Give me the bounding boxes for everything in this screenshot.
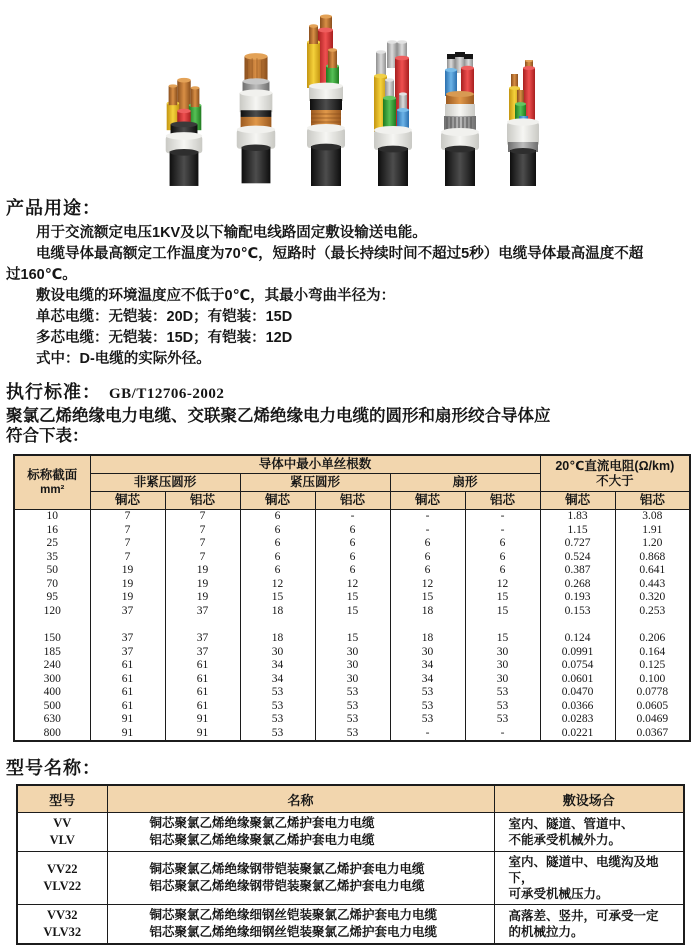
table-intro-line1: 聚氯乙烯绝缘电力电缆、交联聚乙烯绝缘电力电缆的圆形和扇形绞合导体应	[6, 407, 551, 425]
value-cell: 53	[315, 686, 390, 700]
cable-image-single-core	[231, 46, 281, 186]
value-cell: 61	[165, 700, 240, 714]
conductor-table-row	[14, 564, 690, 578]
value-cell: 70	[14, 578, 90, 592]
value-cell: 1.20	[615, 537, 690, 551]
model-name-cell-line: 铝芯聚氯乙烯绝缘聚氯乙烯护套电力电缆	[149, 833, 375, 847]
value-cell: 6	[240, 510, 315, 524]
conductor-table-row	[14, 591, 690, 605]
value-cell: 91	[165, 713, 240, 727]
header-noncompacted-round: 非紧压圆形	[90, 474, 240, 492]
resistance-line1: 20℃直流电阻(Ω/km)	[555, 458, 675, 473]
value-cell: 61	[90, 700, 165, 714]
value-cell: 0.387	[540, 564, 615, 578]
value-cell: 30	[465, 646, 540, 660]
model-code-cell-line: VLV32	[43, 925, 82, 939]
model-table	[16, 784, 685, 945]
spacer-cell	[240, 618, 315, 632]
value-cell: 6	[315, 524, 390, 538]
value-cell: 15	[240, 591, 315, 605]
spacer-cell	[315, 618, 390, 632]
model-header-type: 型号	[17, 785, 107, 813]
model-name-cell-line: 铜芯聚氯乙烯绝缘聚氯乙烯护套电力电缆	[149, 816, 375, 830]
laying-location-cell-line: 可承受机械压力。	[508, 887, 609, 901]
header-nominal-section	[14, 455, 90, 510]
value-cell: 10	[14, 510, 90, 524]
value-cell: 0.100	[615, 673, 690, 687]
value-cell: 37	[165, 632, 240, 646]
model-name-cell	[107, 813, 494, 852]
conductor-table-row	[14, 510, 690, 524]
value-cell: 6	[390, 564, 465, 578]
value-cell: 53	[240, 686, 315, 700]
value-cell: -	[390, 524, 465, 538]
value-cell: 53	[465, 686, 540, 700]
value-cell: 34	[390, 659, 465, 673]
nominal-unit: mm²	[40, 483, 65, 496]
value-cell: 6	[240, 537, 315, 551]
value-cell: 6	[240, 551, 315, 565]
value-cell: 0.164	[615, 646, 690, 660]
value-cell: 53	[240, 713, 315, 727]
standard-title: 执行标准：	[6, 382, 101, 402]
model-name-cell	[107, 852, 494, 905]
value-cell: 61	[90, 686, 165, 700]
header-copper-core: 铜芯	[90, 492, 165, 510]
cable-image-four-core-copper	[159, 59, 209, 186]
value-cell: 0.524	[540, 551, 615, 565]
value-cell: 0.0601	[540, 673, 615, 687]
value-cell: 6	[315, 551, 390, 565]
value-cell: 7	[90, 537, 165, 551]
value-cell: 7	[165, 510, 240, 524]
conductor-table-row	[14, 632, 690, 646]
value-cell: 30	[315, 673, 390, 687]
laying-location-cell	[494, 905, 684, 945]
value-cell: 15	[315, 591, 390, 605]
model-name-cell	[107, 905, 494, 945]
model-name-cell-line: 铝芯聚氯乙烯绝缘细钢丝铠装聚氯乙烯护套电力电缆	[149, 925, 438, 939]
value-cell: 95	[14, 591, 90, 605]
value-cell: 0.0366	[540, 700, 615, 714]
value-cell: 0.0991	[540, 646, 615, 660]
value-cell: 0.0367	[615, 727, 690, 742]
value-cell: 53	[390, 686, 465, 700]
model-code-cell-line: VLV22	[43, 879, 82, 893]
value-cell: 19	[90, 564, 165, 578]
value-cell: 30	[465, 659, 540, 673]
value-cell: 16	[14, 524, 90, 538]
value-cell: 0.193	[540, 591, 615, 605]
value-cell: 0.0470	[540, 686, 615, 700]
value-cell: 53	[240, 700, 315, 714]
conductor-table-row	[14, 713, 690, 727]
value-cell: 53	[465, 700, 540, 714]
model-table-group-row	[17, 852, 684, 905]
value-cell: -	[315, 510, 390, 524]
value-cell: 6	[315, 564, 390, 578]
laying-location-cell	[494, 813, 684, 852]
value-cell: -	[390, 510, 465, 524]
value-cell: 500	[14, 700, 90, 714]
value-cell: 7	[165, 551, 240, 565]
value-cell: 19	[90, 591, 165, 605]
model-code-cell-line: VV32	[46, 908, 78, 922]
laying-location-cell-line: 的机械拉力。	[508, 925, 584, 939]
value-cell: 12	[465, 578, 540, 592]
usage-line: 式中：D-电缆的实际外径。	[36, 351, 211, 367]
value-cell: 6	[315, 537, 390, 551]
standard-line	[6, 378, 700, 404]
usage-line: 单芯电缆：无铠装：20D；有铠装：15D	[36, 309, 293, 325]
value-cell: 12	[315, 578, 390, 592]
value-cell: 0.727	[540, 537, 615, 551]
value-cell: 630	[14, 713, 90, 727]
value-cell: 7	[90, 551, 165, 565]
value-cell: 0.253	[615, 605, 690, 619]
usage-line: 过160℃。	[6, 267, 77, 283]
value-cell: 3.08	[615, 510, 690, 524]
laying-location-cell	[494, 852, 684, 905]
value-cell: 300	[14, 673, 90, 687]
usage-line: 电缆导体最高额定工作温度为70℃，短路时（最长持续时间不超过5秒）电缆导体最高温度不超	[36, 246, 644, 262]
value-cell: 0.0605	[615, 700, 690, 714]
value-cell: 0.0469	[615, 713, 690, 727]
value-cell: 53	[390, 713, 465, 727]
cable-image-four-core-aluminum	[371, 36, 415, 186]
conductor-table-row	[14, 659, 690, 673]
value-cell: 0.443	[615, 578, 690, 592]
value-cell: 37	[90, 605, 165, 619]
value-cell: 12	[390, 578, 465, 592]
conductor-table-row	[14, 551, 690, 565]
value-cell: 0.320	[615, 591, 690, 605]
value-cell: 15	[315, 605, 390, 619]
value-cell: 61	[165, 673, 240, 687]
conductor-table-row	[14, 727, 690, 742]
header-aluminum-core: 铝芯	[615, 492, 690, 510]
header-aluminum-core: 铝芯	[315, 492, 390, 510]
model-header-name: 名称	[107, 785, 494, 813]
model-code-cell	[17, 813, 107, 852]
catalog-page	[0, 10, 700, 939]
laying-location-cell-line: 室内、隧道中、电缆沟及地下，	[508, 855, 659, 885]
nominal-label: 标称截面	[27, 467, 78, 482]
value-cell: 6	[465, 551, 540, 565]
header-copper-core: 铜芯	[540, 492, 615, 510]
value-cell: 61	[90, 659, 165, 673]
value-cell: 30	[315, 659, 390, 673]
header-compacted-round: 紧压圆形	[240, 474, 390, 492]
value-cell: 0.0778	[615, 686, 690, 700]
conductor-table-row	[14, 537, 690, 551]
cable-image-steel-wire-armored	[437, 52, 483, 186]
value-cell: 150	[14, 632, 90, 646]
value-cell: 61	[165, 659, 240, 673]
header-sector: 扇形	[390, 474, 540, 492]
usage-line: 多芯电缆：无铠装：15D；有铠装：12D	[36, 330, 293, 346]
value-cell: 37	[90, 632, 165, 646]
value-cell: 25	[14, 537, 90, 551]
header-aluminum-core: 铝芯	[165, 492, 240, 510]
value-cell: 0.124	[540, 632, 615, 646]
value-cell: 91	[90, 727, 165, 742]
usage-line: 用于交流额定电压1KV及以下输配电线路固定敷设输送电能。	[36, 225, 427, 241]
value-cell: 0.153	[540, 605, 615, 619]
value-cell: 34	[240, 659, 315, 673]
table-intro-line2: 符合下表：	[6, 427, 89, 445]
model-code-cell-line: VV22	[46, 862, 78, 876]
value-cell: 53	[240, 727, 315, 742]
value-cell: 53	[390, 700, 465, 714]
conductor-table	[13, 454, 691, 742]
spacer-cell	[540, 618, 615, 632]
header-strand-count: 导体中最小单丝根数	[90, 455, 540, 474]
model-code-cell-line: VV	[53, 816, 72, 830]
header-aluminum-core: 铝芯	[465, 492, 540, 510]
value-cell: 7	[90, 510, 165, 524]
value-cell: 18	[240, 605, 315, 619]
value-cell: 61	[165, 686, 240, 700]
spacer-cell	[165, 618, 240, 632]
laying-location-cell-line: 不能承受机械外力。	[508, 833, 622, 847]
value-cell: 0.0221	[540, 727, 615, 742]
value-cell: 19	[165, 591, 240, 605]
conductor-table-row	[14, 605, 690, 619]
spacer-cell	[14, 618, 90, 632]
value-cell: 15	[315, 632, 390, 646]
value-cell: 1.83	[540, 510, 615, 524]
value-cell: 6	[465, 564, 540, 578]
model-name-cell-line: 铝芯聚氯乙烯绝缘钢带铠装聚氯乙烯护套电力电缆	[149, 879, 425, 893]
value-cell: 30	[240, 646, 315, 660]
conductor-table-row	[14, 686, 690, 700]
value-cell: -	[465, 524, 540, 538]
value-cell: 0.268	[540, 578, 615, 592]
value-cell: 34	[390, 673, 465, 687]
model-code-cell-line: VLV	[49, 833, 75, 847]
value-cell: 6	[240, 524, 315, 538]
value-cell: 6	[390, 537, 465, 551]
value-cell: 30	[390, 646, 465, 660]
value-cell: 185	[14, 646, 90, 660]
value-cell: 19	[90, 578, 165, 592]
header-copper-core: 铜芯	[240, 492, 315, 510]
conductor-table-row	[14, 673, 690, 687]
laying-location-cell-line: 室内、隧道、管道中、	[508, 817, 634, 831]
value-cell: 0.206	[615, 632, 690, 646]
model-code-cell	[17, 905, 107, 945]
value-cell: 0.0754	[540, 659, 615, 673]
conductor-table-row	[14, 524, 690, 538]
value-cell: 53	[315, 700, 390, 714]
value-cell: 53	[315, 713, 390, 727]
value-cell: 7	[90, 524, 165, 538]
model-code-cell	[17, 852, 107, 905]
value-cell: 53	[315, 727, 390, 742]
model-name-cell-line: 铜芯聚氯乙烯绝缘钢带铠装聚氯乙烯护套电力电缆	[149, 862, 425, 876]
value-cell: 37	[165, 646, 240, 660]
value-cell: 19	[165, 564, 240, 578]
value-cell: 6	[390, 551, 465, 565]
model-table-group-row	[17, 813, 684, 852]
value-cell: 1.91	[615, 524, 690, 538]
value-cell: 0.868	[615, 551, 690, 565]
value-cell: 19	[165, 578, 240, 592]
model-header-location: 敷设场合	[494, 785, 684, 813]
value-cell: 53	[465, 713, 540, 727]
value-cell: 6	[240, 564, 315, 578]
value-cell: -	[465, 727, 540, 742]
value-cell: 0.0283	[540, 713, 615, 727]
value-cell: 1.15	[540, 524, 615, 538]
value-cell: 50	[14, 564, 90, 578]
value-cell: 34	[240, 673, 315, 687]
value-cell: 18	[390, 632, 465, 646]
usage-line: 敷设电缆的环境温度应不低于0℃，其最小弯曲半径为：	[36, 288, 396, 304]
value-cell: 400	[14, 686, 90, 700]
value-cell: 91	[90, 713, 165, 727]
value-cell: 0.641	[615, 564, 690, 578]
value-cell: 18	[240, 632, 315, 646]
model-name-cell-line: 铜芯聚氯乙烯绝缘细钢丝铠装聚氯乙烯护套电力电缆	[149, 908, 438, 922]
header-copper-core: 铜芯	[390, 492, 465, 510]
spacer-cell	[390, 618, 465, 632]
value-cell: -	[390, 727, 465, 742]
value-cell: 0.125	[615, 659, 690, 673]
value-cell: 37	[90, 646, 165, 660]
value-cell: 15	[465, 605, 540, 619]
value-cell: -	[465, 510, 540, 524]
spacer-row	[14, 618, 690, 632]
usage-section-title: 产品用途：	[6, 198, 101, 218]
cable-image-small-four-core	[505, 60, 541, 186]
value-cell: 240	[14, 659, 90, 673]
conductor-table-row	[14, 700, 690, 714]
conductor-table-row	[14, 578, 690, 592]
value-cell: 30	[465, 673, 540, 687]
value-cell: 35	[14, 551, 90, 565]
spacer-cell	[615, 618, 690, 632]
value-cell: 37	[165, 605, 240, 619]
value-cell: 7	[165, 524, 240, 538]
cable-photo-strip	[0, 10, 700, 186]
model-section-title: 型号名称：	[6, 758, 101, 778]
laying-location-cell-line: 高落差、竖井，可承受一定	[508, 909, 659, 923]
spacer-cell	[90, 618, 165, 632]
value-cell: 15	[465, 591, 540, 605]
value-cell: 7	[165, 537, 240, 551]
value-cell: 800	[14, 727, 90, 742]
standard-value: GB/T12706-2002	[109, 386, 225, 402]
conductor-table-row	[14, 646, 690, 660]
value-cell: 30	[315, 646, 390, 660]
value-cell: 6	[465, 537, 540, 551]
value-cell: 12	[240, 578, 315, 592]
cable-image-three-core-braid	[303, 14, 349, 186]
value-cell: 91	[165, 727, 240, 742]
value-cell: 15	[390, 591, 465, 605]
value-cell: 18	[390, 605, 465, 619]
model-table-group-row	[17, 905, 684, 945]
resistance-line2: 不大于	[596, 473, 634, 488]
value-cell: 120	[14, 605, 90, 619]
spacer-cell	[465, 618, 540, 632]
value-cell: 61	[90, 673, 165, 687]
value-cell: 15	[465, 632, 540, 646]
header-dc-resistance	[540, 455, 690, 492]
